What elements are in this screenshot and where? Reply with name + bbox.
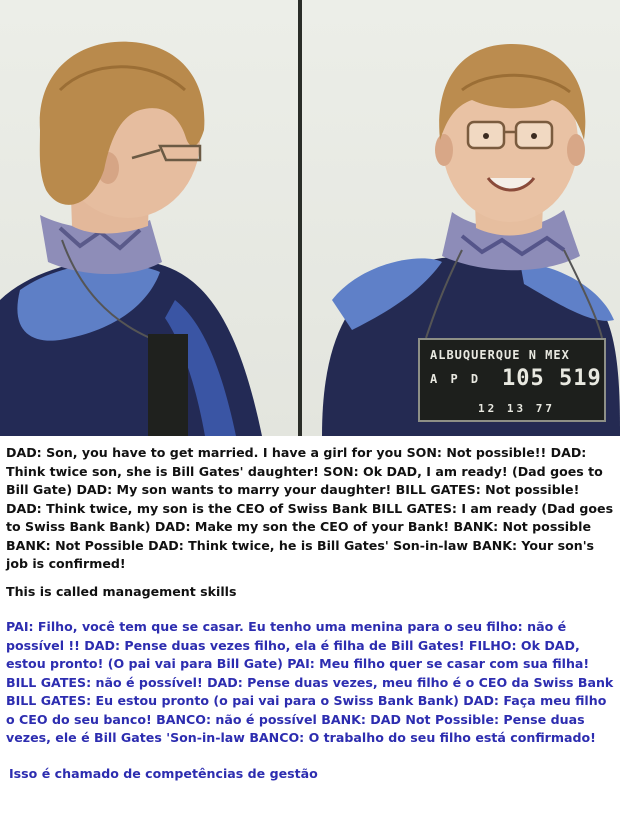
placard-city: ALBUQUERQUE N MEX — [430, 348, 570, 362]
police-placard — [418, 338, 606, 422]
placard-date: 12 13 77 — [478, 402, 555, 415]
placard-number: 105 519 — [502, 366, 602, 391]
english-story: DAD: Son, you have to get married. I have a girl for you SON: Not possible!! DAD: Think twice son, she is Bill Gates' daughter! SON: Ok DAD, I am ready! (Dad goes to Bill Gate) DAD: My son wants to marry your daughter! BILL GATES: Not possible! DAD: Think twice, my son is the CEO of Swiss Bank BILL GATES: I am ready (Dad goes to Swiss Bank Bank) DAD: Make my son the CEO of your Bank! BANK: Not possible BANK: Not Possible DAD: Think twice, he is Bill Gates' Son-in-law BANK: Your son's job is confirmed! — [6, 445, 614, 571]
portuguese-story: PAI: Filho, você tem que se casar. Eu tenho uma menina para o seu filho: não é possível !! DAD: Pense duas vezes filho, ela é filha de Bill Gates! FILHO: Ok DAD, estou pronto! (O pai vai para Bill Gate) PAI: Meu filho quer se casar com sua filha! BILL GATES: não é possível! DAD: Pense duas vezes, meu filho é o CEO da Swiss Bank BILL GATES: Eu estou pronto (o pai vai para o Swiss Bank Bank) DAD: Faça meu filho o CEO do seu banco! BANCO: não é possível BANK: DAD Not Possible: Pense duas vezes, ele é Bill Gates 'Son-in-law BANCO: O trabalho do seu filho está confirmado! — [6, 619, 614, 745]
placard-department: A P D — [430, 372, 482, 386]
portuguese-tagline: Isso é chamado de competências de gestão — [9, 765, 318, 781]
profile-photo — [0, 0, 298, 436]
english-tagline: This is called management skills — [6, 583, 237, 599]
caption-text-area — [0, 436, 620, 783]
profile-figure — [0, 0, 298, 436]
